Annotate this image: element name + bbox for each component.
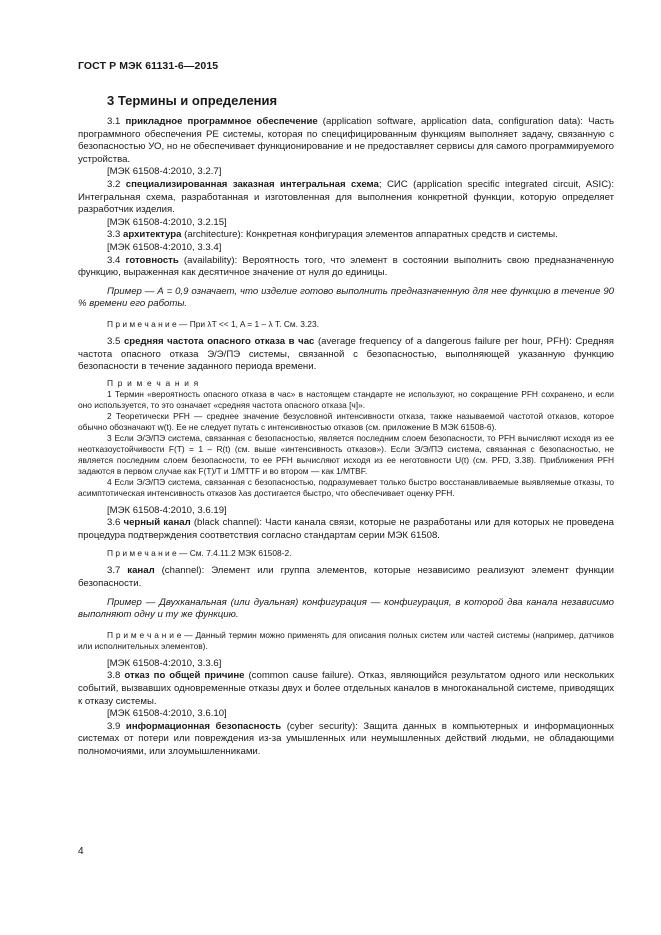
term-name: прикладное программное обеспечение: [125, 116, 318, 127]
term-3-6: 3.6 черный канал (black channel): Части канала связи, которые не разработаны или для которых не проведена процедура подтверждения соответствия согласно стандартам серии МЭК 61508.: [78, 517, 614, 541]
term-3-5: 3.5 средняя частота опасного отказа в час (average frequency of a dangerous failure per hour, PFH): Средняя частота опасного отказа Э/Э/ПЭ системы, связанной с безопасностью, выполняющей указанную функцию безопасности в течение заданного периода времени.: [78, 335, 614, 373]
example: Пример — Двухканальная (или дуальная) конфигурация — конфигурация, в которой два канала независимо выполняют одну и ту же функцию.: [78, 596, 614, 621]
term-3-8: 3.8 отказ по общей причине (common cause failure). Отказ, являющийся результатом одного или нескольких событий, вызвавших одновременные отказы двух и более отдельных каналов в многоканальной системе, приводящих к отказу системы.: [78, 670, 614, 707]
note: П р и м е ч а н и е — При λT << 1, A = 1 – λ T. См. 3.23.: [107, 318, 319, 329]
reference: [МЭК 61508-4:2010, 3.6.10]: [107, 708, 227, 720]
term-name: архитектура: [123, 229, 182, 241]
note-1: 1 Термин «вероятность опасного отказа в час» в настоящем стандарте не используют, но сокращение PFH сохранено, и если оно используется, то это означает «средняя частота опасного отказа [ч]».: [78, 388, 614, 410]
term-3-3: 3.3 архитектура (architecture): Конкретная конфигурация элементов аппаратных средств и системы.: [107, 229, 558, 241]
reference: [МЭК 61508-4:2010, 3.2.15]: [107, 216, 227, 228]
term-3-4: 3.4 готовность (availability): Вероятность того, что элемент в состоянии выполнить свою предназначенную функцию, выраженная как десятичное значение от нуля до единицы.: [78, 254, 614, 279]
term-name: готовность: [125, 254, 179, 266]
term-3-9: 3.9 информационная безопасность (cyber security): Защита данных в компьютерных и информационных системах от потери или повреждения из-за умышленных или неумышленных действий людьми, не обладающими полномочиями, или злоумышленниками.: [78, 720, 614, 757]
term-name: отказ по общей причине: [124, 670, 245, 682]
term-name: информационная безопасность: [125, 720, 282, 732]
note: П р и м е ч а н и е — См. 7.4.11.2 МЭК 61508-2.: [107, 548, 292, 559]
note: П р и м е ч а н и е — Данный термин можно применять для описания полных систем или частей системы (например, датчиков или исполнительных элементов).: [78, 629, 614, 651]
notes-title: П р и м е ч а н и я: [107, 377, 200, 388]
section-title: 3 Термины и определения: [107, 93, 278, 108]
note-2: 2 Теоретически PFH — среднее значение безусловной интенсивности отказа, также называемой частотой отказов, которое обычно обозначают w(t). Ее не следует путать с интенсивностью отказов (см. приложение B МЭК 61508-6).: [78, 410, 614, 432]
document-body: [78, 116, 614, 759]
note-3: 3 Если Э/Э/ПЭ система, связанная с безопасностью, является последним слоем безопасности, то PFH вычисляют исходя из ее неотказоустойчивости F(T) = 1 – R(t) (см. выше «интенсивность отказов»). Если Э/Э/ПЭ система, связанная с безопасностью, не является последним слоем безопасности, то ее PFH вычисляют исходя из ее неготовности U(t) (см. PFD, 3.38). Приближения PFH задаются в первом случае как F(T)/T и 1/MTTF и во втором — как 1/MTBF.: [78, 432, 614, 476]
document-header: ГОСТ Р МЭК 61131-6—2015: [78, 60, 219, 72]
term-3-2: 3.2 специализированная заказная интегральная схема; СИС (application specific integrated circuit, ASIC): Интегральная схема, разработанная и изготовленная для выполнения конкретной функции, которую определяет разработчик изделия.: [78, 178, 615, 216]
reference: [МЭК 61508-4:2010, 3.6.19]: [107, 504, 227, 516]
term-name: специализированная заказная интегральная схема: [125, 178, 379, 190]
term-name: канал: [127, 565, 155, 577]
term-3-1: 3.1 прикладное программное обеспечение (application software, application data, configuration data): Часть программного обеспечения РЕ системы, которая по специфицированным функциям выполняет задачу, связанную с безопасностью УО, но не обеспечивает функционирование и не предоставляет сервисы для самого программируемого устройства.: [78, 116, 614, 165]
term-3-7: 3.7 канал (channel): Элемент или группа элементов, которые независимо реализуют элемент функции безопасности.: [78, 565, 614, 590]
example: Пример — А = 0,9 означает, что изделие готово выполнить предназначенную для нее функцию в течение 90 % времени его работы.: [78, 285, 614, 310]
note-4: 4 Если Э/Э/ПЭ система, связанная с безопасностью, подразумевает только быстро восстанавливаемые выявляемые отказы, то асимптотическая интенсивность отказов λas достигается быстро, что обеспечивает оценку PFH.: [78, 476, 614, 498]
reference: [МЭК 61508-4:2010, 3.2.7]: [107, 166, 222, 178]
term-name: средняя частота опасного отказа в час: [123, 335, 315, 347]
reference: [МЭК 61508-4:2010, 3.3.4]: [107, 241, 222, 253]
page-number: 4: [78, 846, 84, 857]
term-name: черный канал: [123, 517, 191, 529]
reference: [МЭК 61508-4:2010, 3.3.6]: [107, 657, 222, 669]
